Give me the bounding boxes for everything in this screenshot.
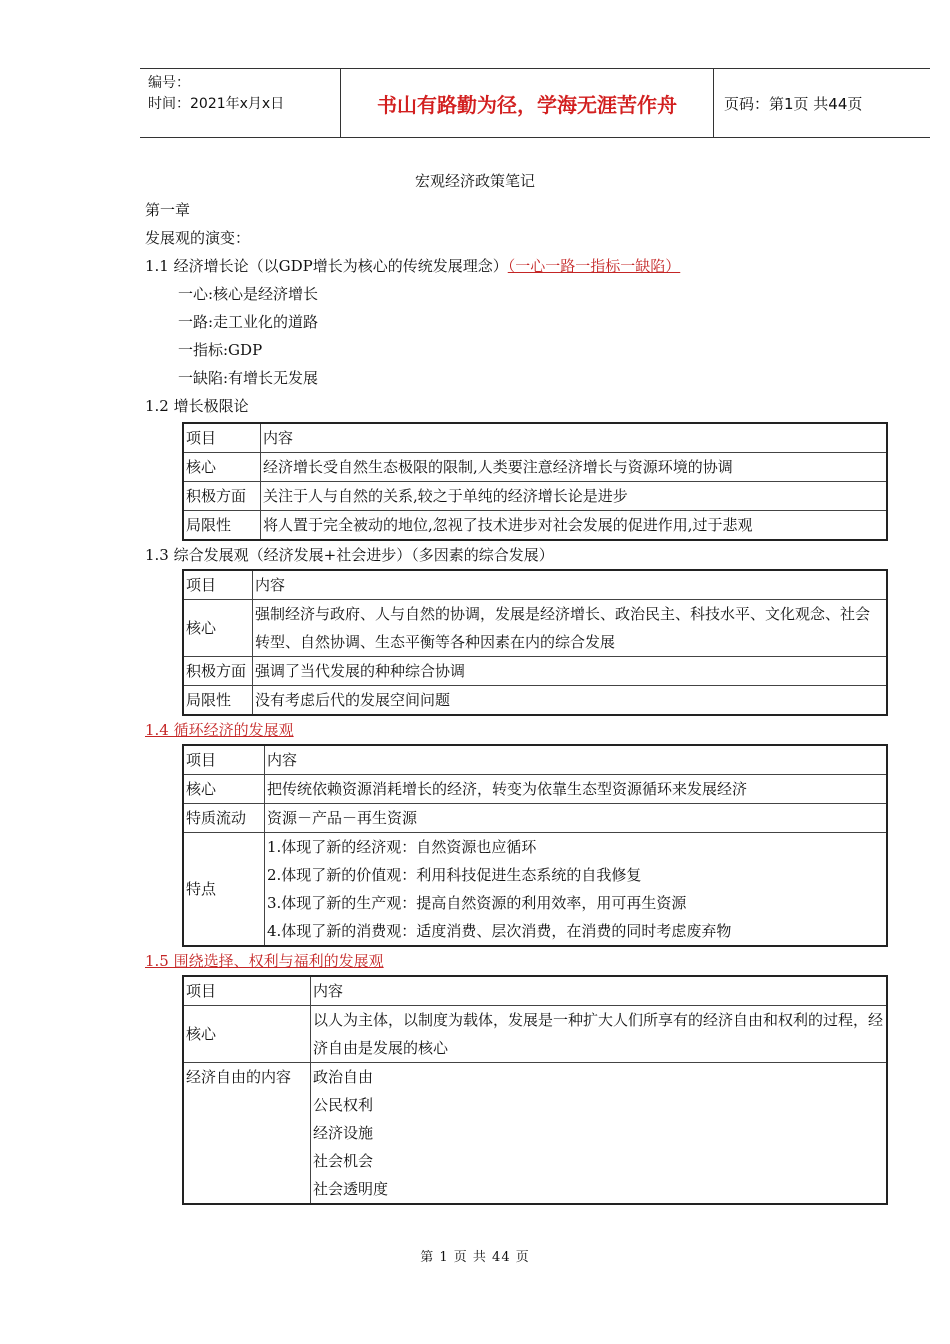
table-row — [183, 686, 887, 716]
table-row — [183, 600, 887, 657]
freedom-item: 社会机会 — [313, 1152, 374, 1170]
table-cell: 核心 — [183, 1006, 311, 1063]
table-row — [183, 453, 887, 482]
table-cell: 把传统依赖资源消耗增长的经济，转变为依靠生态型资源循环来发展经济 — [265, 775, 888, 804]
freedom-item: 社会透明度 — [313, 1180, 389, 1198]
table-cell: 强调了当代发展的种种综合协调 — [253, 657, 888, 686]
number-label: 编号： — [148, 75, 190, 91]
s15-table — [182, 975, 888, 1205]
table-cell: 项目 — [183, 423, 261, 453]
table-cell: 项目 — [183, 745, 265, 775]
s12-heading: 1.2 增长极限论 — [145, 397, 249, 415]
table-cell: 项目 — [183, 570, 253, 600]
table-cell: 内容 — [265, 745, 888, 775]
s13-table — [182, 569, 888, 716]
table-row — [183, 423, 887, 453]
table-cell: 核心 — [183, 453, 261, 482]
table-row — [183, 511, 887, 541]
table-cell — [265, 833, 888, 947]
s11-heading-text: 1.1 经济增长论（以GDP增长为核心的传统发展理念） — [145, 257, 508, 275]
table-cell: 局限性 — [183, 511, 261, 541]
table-row — [183, 976, 887, 1006]
s12-table — [182, 422, 888, 541]
feature-item: 3.体现了新的生产观：提高自然资源的利用效率，用可再生资源 — [267, 894, 687, 912]
table-cell: 积极方面 — [183, 657, 253, 686]
chapter-heading: 第一章 — [145, 201, 191, 219]
table-row — [183, 482, 887, 511]
freedom-item: 经济设施 — [313, 1124, 374, 1142]
s14-table — [182, 744, 888, 947]
s15-heading: 1.5 围绕选择、权利与福利的发展观 — [145, 952, 384, 970]
list-item: 一指标:GDP — [178, 341, 263, 359]
list-item: 一心:核心是经济增长 — [178, 285, 319, 303]
feature-item: 2.体现了新的价值观：利用科技促进生态系统的自我修复 — [267, 866, 642, 884]
table-cell: 内容 — [261, 423, 888, 453]
table-cell: 特质流动 — [183, 804, 265, 833]
table-cell: 局限性 — [183, 686, 253, 716]
table-cell: 特点 — [183, 833, 265, 947]
table-cell: 内容 — [253, 570, 888, 600]
table-cell: 项目 — [183, 976, 311, 1006]
list-item: 一路:走工业化的道路 — [178, 313, 319, 331]
list-item: 一缺陷:有增长无发展 — [178, 369, 319, 387]
table-row — [183, 1063, 887, 1205]
page-footer: 第 1 页 共 44 页 — [420, 1250, 530, 1265]
section-intro: 发展观的演变： — [145, 229, 251, 247]
table-cell: 经济增长受自然生态极限的限制,人类要注意经济增长与资源环境的协调 — [261, 453, 888, 482]
header-meta — [140, 69, 341, 137]
table-row — [183, 570, 887, 600]
page-header — [140, 68, 930, 138]
s11-heading-tag: （一心一路一指标一缺陷） — [507, 257, 681, 275]
table-row — [183, 657, 887, 686]
document-body — [145, 196, 905, 1205]
header-motto: 书山有路勤为径，学海无涯苦作舟 — [341, 69, 714, 137]
feature-item: 1.体现了新的经济观：自然资源也应循环 — [267, 838, 537, 856]
table-cell: 强制经济与政府、人与自然的协调，发展是经济增长、政治民主、科技水平、文化观念、社会转型、自然协调、生态平衡等各种因素在内的综合发展 — [253, 600, 888, 657]
table-row — [183, 745, 887, 775]
table-row — [183, 833, 887, 947]
s14-heading: 1.4 循环经济的发展观 — [145, 721, 294, 739]
table-cell: 资源－产品－再生资源 — [265, 804, 888, 833]
table-cell: 积极方面 — [183, 482, 261, 511]
header-page-info: 页码：第1页 共44页 — [724, 94, 863, 113]
date-label: 时间：2021年x月x日 — [148, 96, 285, 112]
table-cell: 没有考虑后代的发展空间问题 — [253, 686, 888, 716]
table-row — [183, 1006, 887, 1063]
freedom-item: 公民权利 — [313, 1096, 374, 1114]
s11-heading — [145, 252, 905, 280]
table-cell: 核心 — [183, 600, 253, 657]
feature-item: 4.体现了新的消费观：适度消费、层次消费，在消费的同时考虑废弃物 — [267, 922, 732, 940]
table-cell: 以人为主体，以制度为载体，发展是一种扩大人们所享有的经济自由和权利的过程，经济自由是发展的核心 — [311, 1006, 888, 1063]
table-cell: 核心 — [183, 775, 265, 804]
table-cell: 关注于人与自然的关系,较之于单纯的经济增长论是进步 — [261, 482, 888, 511]
table-cell: 内容 — [311, 976, 888, 1006]
table-cell: 经济自由的内容 — [183, 1063, 311, 1205]
freedom-item: 政治自由 — [313, 1068, 374, 1086]
table-row — [183, 804, 887, 833]
table-row — [183, 775, 887, 804]
table-cell — [311, 1063, 888, 1205]
s13-heading: 1.3 综合发展观（经济发展+社会进步）（多因素的综合发展） — [145, 546, 554, 564]
table-cell: 将人置于完全被动的地位,忽视了技术进步对社会发展的促进作用,过于悲观 — [261, 511, 888, 541]
doc-title: 宏观经济政策笔记 — [414, 172, 535, 190]
